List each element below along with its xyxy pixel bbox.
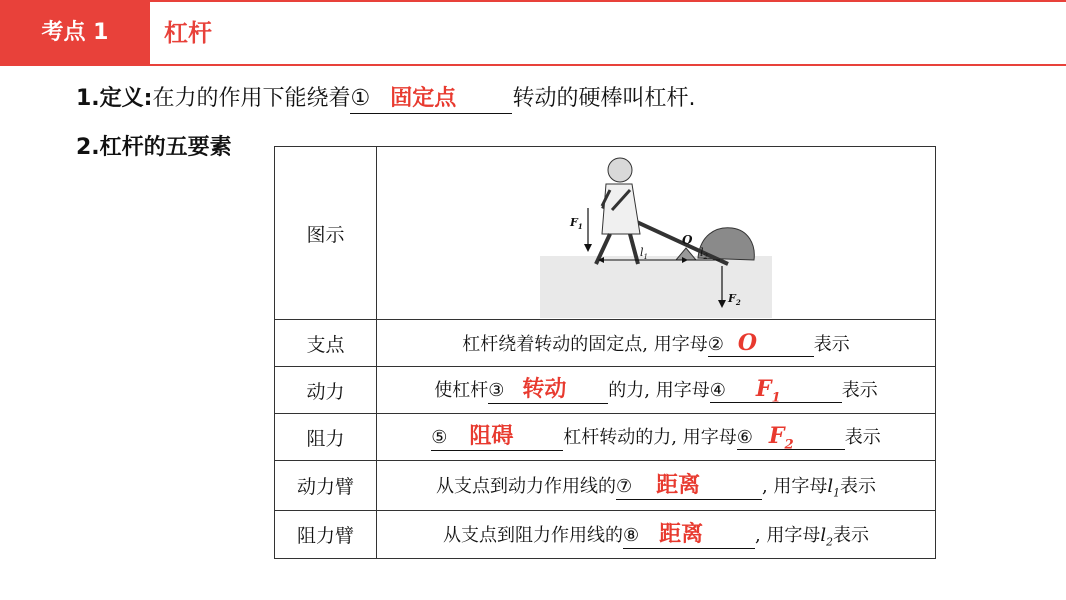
row-text: 表示 xyxy=(840,475,877,497)
row-text: 杠杆转动的力, 用字母 xyxy=(563,427,737,448)
row-text: 的力, 用字母 xyxy=(608,380,710,401)
five-elements-table xyxy=(274,146,936,559)
answer-subscript: 1 xyxy=(771,390,781,406)
answer-text: 转动 xyxy=(522,377,567,402)
variable-subscript: 2 xyxy=(826,535,834,549)
answer-text: 阻碍 xyxy=(469,424,514,449)
table-row xyxy=(275,320,936,367)
variable-letter: l xyxy=(827,475,834,497)
row-content xyxy=(377,414,936,461)
row-label: 阻力 xyxy=(275,414,377,461)
row-label: 图示 xyxy=(275,147,377,320)
row-text: 杠杆绕着转动的固定点, 用字母 xyxy=(462,333,708,355)
table-row-figure xyxy=(275,147,936,320)
answer-blank xyxy=(736,423,845,453)
blank-marker: ⑦ xyxy=(615,475,633,497)
answer-text: 距离 xyxy=(659,521,704,547)
definition-prefix: 1.定义: xyxy=(76,86,153,111)
row-text: 表示 xyxy=(813,333,850,355)
f2-label: $F_2$ xyxy=(728,292,741,307)
row-text: 使杠杆 xyxy=(434,380,489,401)
blank-marker: ① xyxy=(350,86,371,111)
row-text: , 用字母 xyxy=(754,524,821,546)
row-label: 动力臂 xyxy=(275,461,377,511)
table-row xyxy=(275,414,936,461)
row-text: 表示 xyxy=(833,524,870,546)
row-content xyxy=(377,511,936,559)
answer-text: F xyxy=(768,423,785,449)
header-top-rule xyxy=(0,0,1066,2)
answer-blank xyxy=(622,521,755,549)
row-label: 动力 xyxy=(275,367,377,414)
row-content xyxy=(377,320,936,367)
table-row xyxy=(275,511,936,559)
definition-blank xyxy=(350,85,512,114)
answer-blank xyxy=(709,376,842,406)
blank-marker: ② xyxy=(707,333,724,355)
topic-tag: 考点 1 xyxy=(0,2,150,64)
header-bottom-rule xyxy=(0,64,1066,66)
answer-blank xyxy=(488,379,608,404)
l2-label: $l_2$ xyxy=(700,246,708,261)
table-row xyxy=(275,367,936,414)
answer-text: 距离 xyxy=(656,472,701,498)
answer-blank xyxy=(431,426,563,451)
definition-line xyxy=(76,82,695,116)
answer-subscript: 2 xyxy=(784,437,794,453)
blank-marker: ⑤ xyxy=(431,427,448,448)
blank-marker: ③ xyxy=(488,380,505,401)
f1-label: $F_1$ xyxy=(570,216,583,231)
definition-text-after: 转动的硬棒叫杠杆. xyxy=(512,86,696,111)
figure-cell xyxy=(377,147,936,320)
table-row xyxy=(275,461,936,511)
topic-title: 杠杆 xyxy=(164,19,212,47)
row-content xyxy=(377,461,936,511)
row-label: 支点 xyxy=(275,320,377,367)
ground-shape xyxy=(540,256,772,318)
blank-marker: ⑥ xyxy=(736,427,753,448)
lever-illustration xyxy=(540,148,772,318)
row-text: 从支点到阻力作用线的 xyxy=(442,524,623,546)
header-bar xyxy=(0,0,1066,68)
definition-text-before: 在力的作用下能绕着 xyxy=(152,86,351,111)
row-content xyxy=(377,367,936,414)
row-label: 阻力臂 xyxy=(275,511,377,559)
definition-answer: 固定点 xyxy=(390,86,457,111)
answer-text: F xyxy=(755,376,772,402)
l1-label: $l_1$ xyxy=(640,246,648,261)
row-text: 表示 xyxy=(841,380,878,401)
row-text: 表示 xyxy=(844,427,881,448)
answer-blank xyxy=(707,329,814,357)
section-title: 2.杠杆的五要素 xyxy=(76,135,232,160)
pivot-o-label: O xyxy=(682,233,693,247)
answer-text: O xyxy=(737,329,758,356)
blank-marker: ⑧ xyxy=(622,524,640,546)
variable-letter: l xyxy=(820,524,827,546)
row-text: 从支点到动力作用线的 xyxy=(435,475,616,497)
blank-marker: ④ xyxy=(709,380,726,401)
person-head xyxy=(608,158,632,182)
variable-subscript: 1 xyxy=(833,486,841,500)
row-text: , 用字母 xyxy=(761,475,828,497)
answer-blank xyxy=(615,472,762,500)
